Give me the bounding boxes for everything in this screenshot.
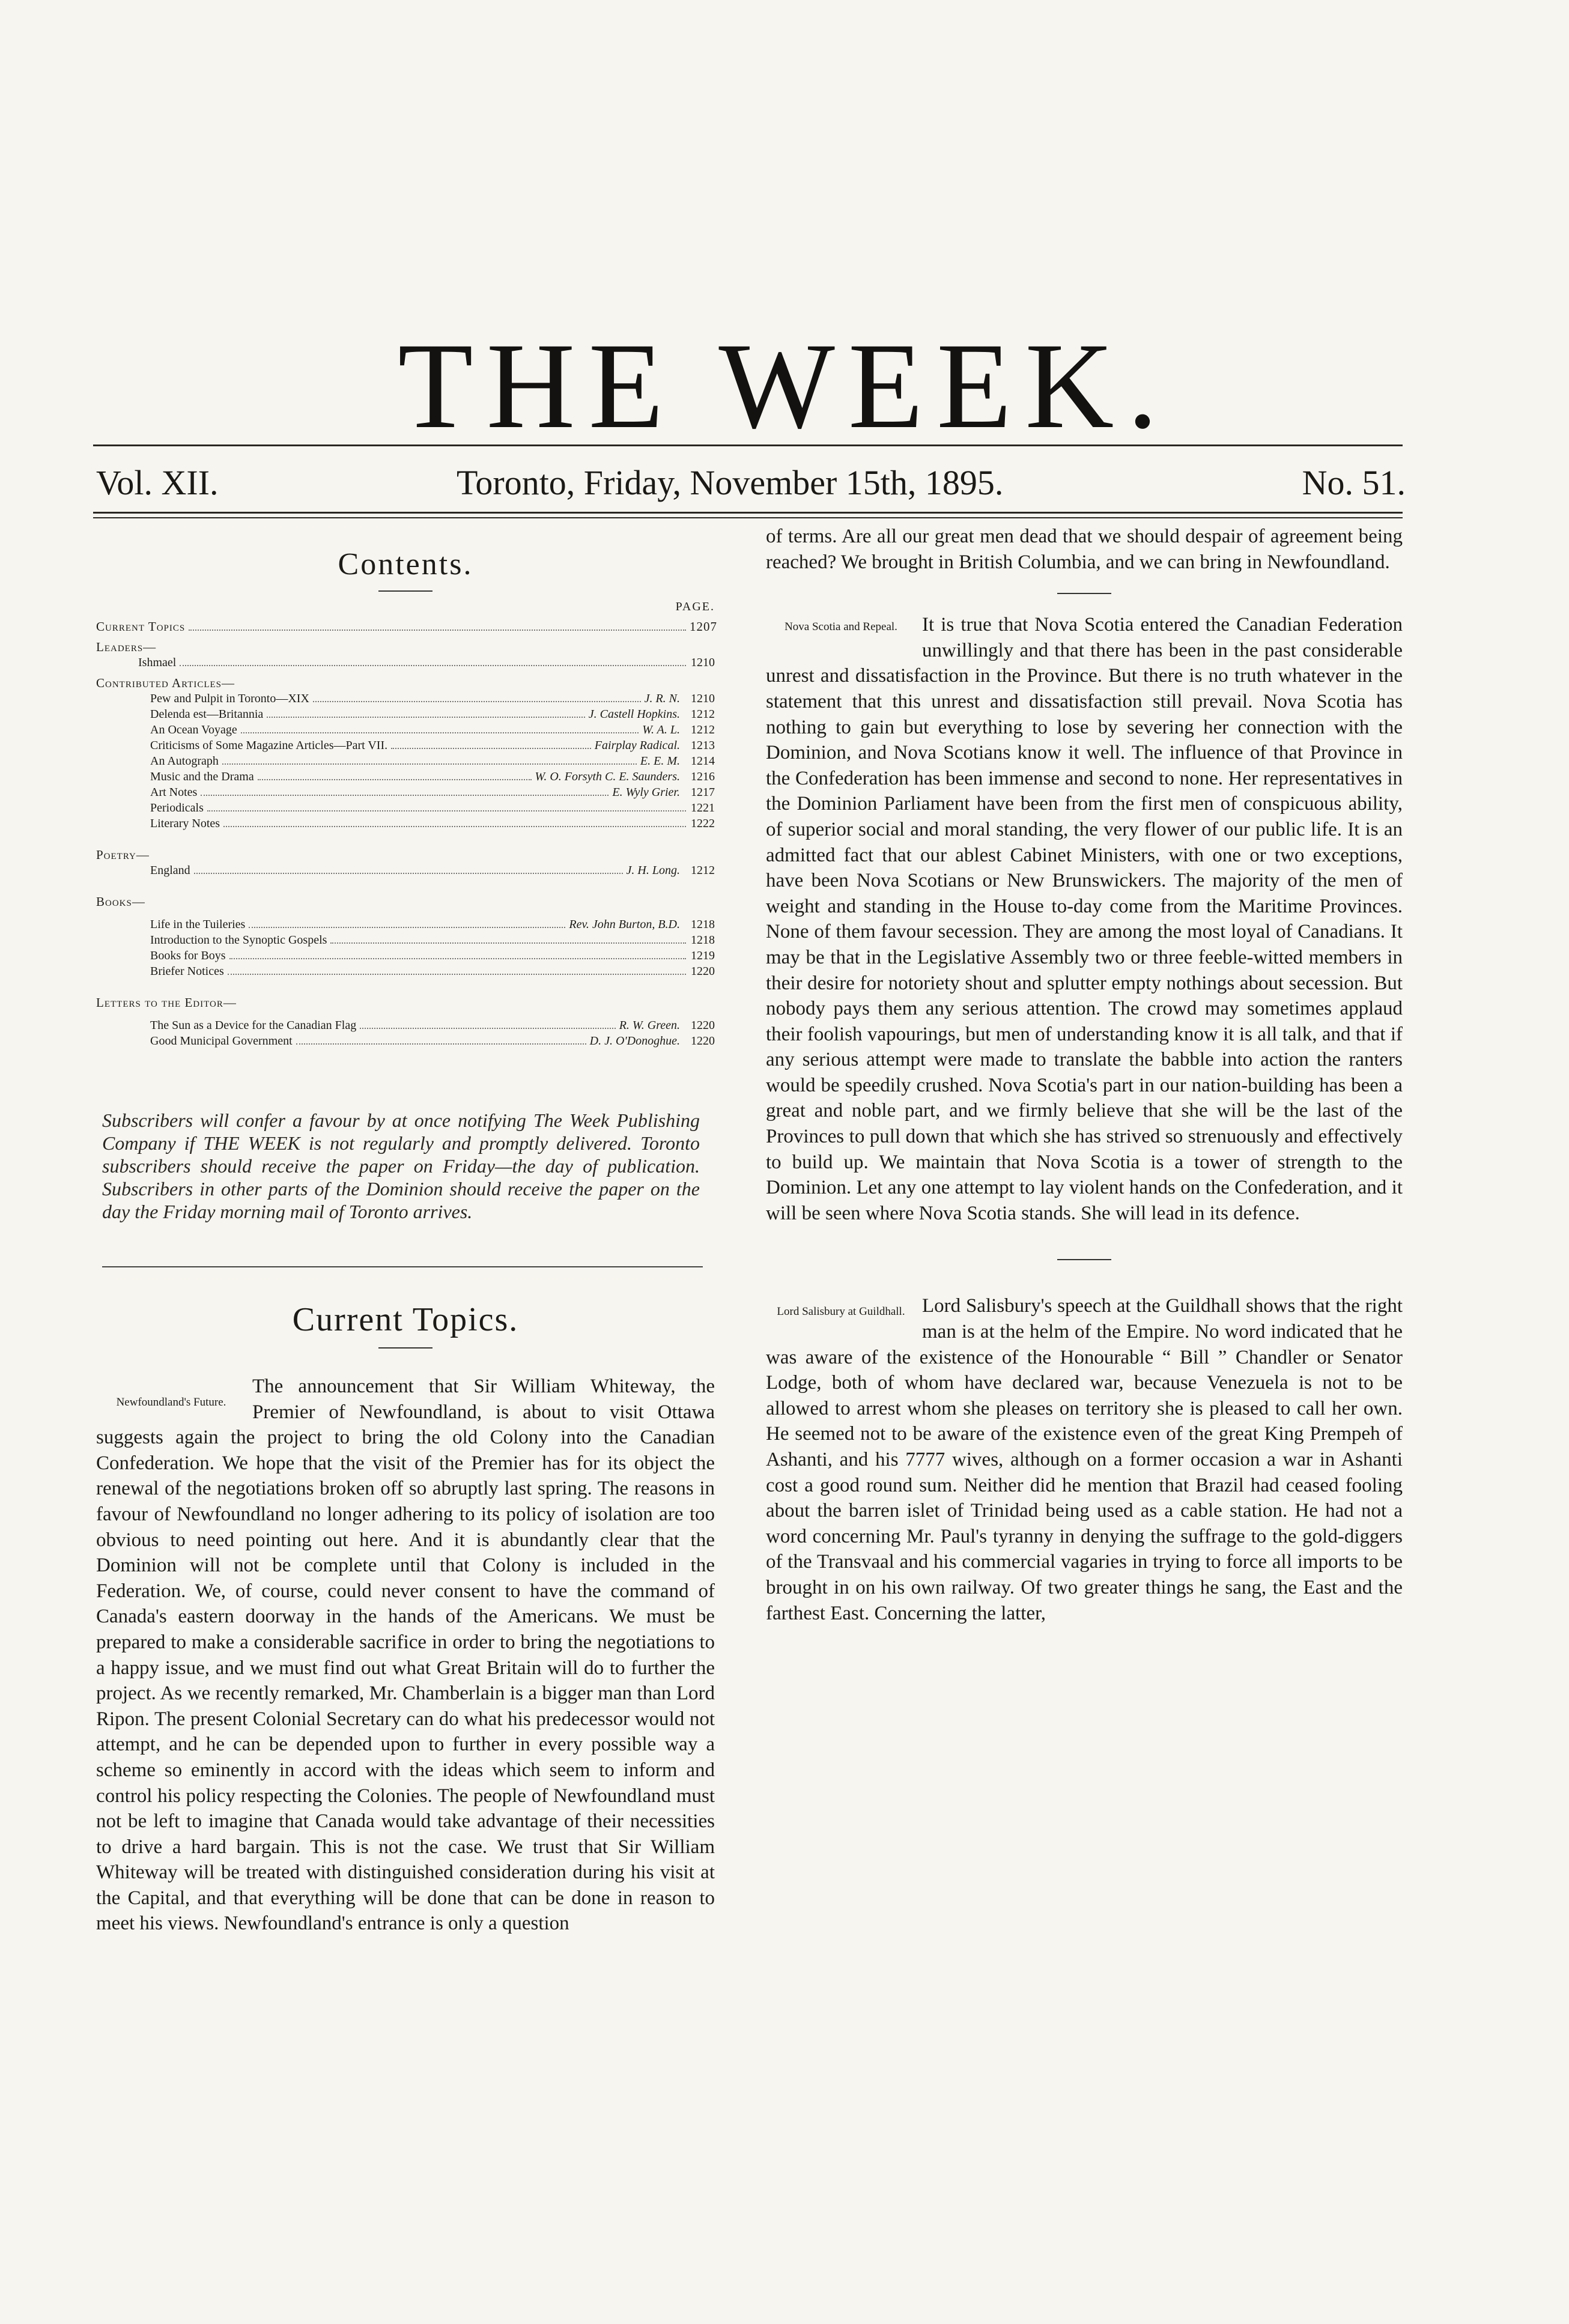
toc-page: 1212	[691, 864, 715, 877]
right-column	[766, 526, 1403, 1626]
toc-row	[96, 738, 715, 753]
nova-scotia-side-note: Nova Scotia and Repeal.	[784, 620, 897, 634]
toc-leader	[360, 1028, 615, 1029]
toc-leader	[229, 958, 686, 959]
toc-item-title: Literary Notes	[150, 817, 220, 830]
toc-row	[96, 722, 715, 738]
toc-author: D. J. O'Donoghue.	[589, 1034, 680, 1048]
toc-item-title: An Autograph	[150, 754, 219, 768]
bottom-rule	[93, 512, 1403, 518]
toc-row	[96, 753, 715, 769]
toc-item-title: Briefer Notices	[150, 965, 224, 978]
toc-section-label: Leaders—	[96, 640, 157, 654]
contents-title: Contents.	[338, 547, 473, 581]
toc-row	[96, 816, 715, 831]
toc-row	[96, 1018, 715, 1033]
toc-section-label: Poetry—	[96, 848, 150, 862]
toc-row	[96, 800, 715, 816]
toc-author: E. E. M.	[640, 754, 680, 768]
toc-row	[96, 706, 715, 722]
toc-author: W. O. Forsyth C. E. Saunders.	[535, 770, 680, 783]
toc-item-title: England	[150, 864, 190, 877]
toc-item-title: An Ocean Voyage	[150, 723, 237, 736]
toc-leader	[207, 810, 686, 812]
salisbury-side-note: Lord Salisbury at Guildhall.	[777, 1305, 905, 1318]
toc-author: J. R. N.	[644, 692, 680, 705]
toc-item-title: Music and the Drama	[150, 770, 254, 783]
toc-leader	[189, 630, 686, 631]
toc-page: 1221	[691, 801, 715, 815]
top-rule	[93, 444, 1403, 446]
toc-author: E. Wyly Grier.	[612, 786, 680, 799]
toc-page: 1217	[691, 786, 715, 799]
salisbury-article	[766, 1293, 1403, 1626]
table-of-contents	[96, 619, 715, 1049]
toc-section-label: Contributed Articles—	[96, 676, 235, 690]
toc-page: 1222	[691, 817, 715, 830]
toc-leader	[228, 974, 686, 975]
toc-item-title: Books for Boys	[150, 949, 226, 962]
toc-item-title: Ishmael	[138, 656, 177, 669]
toc-leader	[222, 763, 637, 765]
masthead-title: THE WEEK.	[398, 318, 1171, 454]
toc-author: R. W. Green.	[619, 1019, 680, 1032]
toc-item-title: Periodicals	[150, 801, 204, 815]
issue-number: No. 51.	[1302, 463, 1406, 502]
toc-row	[96, 863, 715, 878]
toc-page: 1216	[691, 770, 715, 783]
dateline	[96, 463, 1406, 511]
toc-leader	[201, 795, 608, 796]
toc-row	[96, 948, 715, 963]
toc-leader	[180, 665, 686, 666]
toc-author: J. Castell Hopkins.	[588, 708, 680, 721]
toc-leader	[249, 927, 565, 928]
subscriber-notice: Subscribers will confer a favour by at once notifying The Week Publishing Company if THE WEEK is not regularly and promptly delivered. Toronto subscribers should receive the paper on Friday—the day of publication. Subscribers in other parts of the Dominion should receive the paper on the day the Friday morning mail of Toronto arrives.	[102, 1109, 700, 1222]
toc-row	[96, 619, 715, 634]
toc-row	[96, 1033, 715, 1049]
toc-section-label: Books—	[96, 894, 145, 909]
toc-item-title: Delenda est—Britannia	[150, 708, 264, 721]
contents-title-rule	[378, 590, 432, 592]
toc-item-title: The Sun as a Device for the Canadian Flag	[150, 1019, 357, 1032]
toc-page: 1210	[691, 692, 715, 705]
toc-leader	[241, 732, 639, 733]
section-separator	[102, 1266, 703, 1267]
toc-page: 1220	[691, 965, 715, 978]
current-topics-title: Current Topics.	[292, 1301, 519, 1338]
toc-author: Fairplay Radical.	[594, 739, 680, 752]
toc-leader	[391, 748, 591, 749]
newfoundland-continuation: of terms. Are all our great men dead that we should despair of agreement being reached? We brought in British Columbia, and we can bring in Newfoundland.	[766, 526, 1403, 573]
toc-row	[96, 917, 715, 932]
toc-page: 1218	[691, 933, 715, 947]
toc-leader	[313, 701, 641, 702]
toc-page: 1218	[691, 918, 715, 931]
nova-scotia-text: It is true that Nova Scotia entered the Canadian Federation unwillingly and that there has been in the past considerable unrest and dissatisfaction in the Province. But there is no truth whatever in the statement that this unrest and dissatisfaction still prevail. Nova Scotia has nothing to gain but everything to lose by severing her connection with the Dominion, and Nova Scotians know it well. The influence of that Province in the Confederation has been immense and second to none. Her representatives in the Dominion Parliament have been from the first men of conspicuous ability, of superior social and moral standing, the very flower of our public life. It is an admitted fact that our ablest Cabinet Ministers, with one or two exceptions, have been Nova Scotians or New Brunswickers. The majority of the men of weight and standing in the House to-day come from the Maritime Provinces. None of them favour secession. They are among the most loyal of Canadians. It may be that in the Legislative Assembly two or three feeble-witted members in their desire for notoriety shout and splutter empty nothings about secession. But nobody pays them any serious attention. The crowd may sometimes applaud their foolish vapourings, but men of understanding know it is all talk, and that if any serious attempt were made to translate the babble into action the ranters would be speedily crushed. Nova Scotia's part in our nation-building has been a great and noble part, and we firmly believe that she will be the last of the Provinces to pull down that which she has strived so strenuously and effectively to build up. We maintain that Nova Scotia is a tower of strength to the Dominion. Let any one attempt to lay violent hands on the Confederation, and it will be seen where Nova Scotia stands. She will lead in its defence.	[766, 614, 1403, 1224]
toc-row	[96, 963, 715, 979]
toc-page: 1220	[691, 1019, 715, 1032]
toc-leader	[296, 1043, 586, 1045]
toc-page: 1214	[691, 754, 715, 768]
toc-leader	[330, 942, 686, 944]
newfoundland-article	[96, 1374, 715, 1937]
toc-page: 1207	[690, 619, 717, 634]
toc-page: 1213	[691, 739, 715, 752]
toc-page: 1210	[691, 656, 715, 669]
toc-item-title: Good Municipal Government	[150, 1034, 293, 1048]
toc-page: 1219	[691, 949, 715, 962]
page-label: PAGE.	[675, 600, 715, 613]
newfoundland-text: The announcement that Sir William Whiteway, the Premier of Newfoundland, is about to visit Ottawa suggests again the project to bring the old Colony into the Canadian Confederation. We hope that the visit of the Premier has for its object the renewal of the negotiations broken off so abruptly last spring. The reasons in favour of Newfoundland no longer adhering to its policy of isolation are too obvious to need pointing out here. And it is abundantly clear that the Dominion will not be complete until that Colony is included in the Federation. We, of course, could never consent to have the command of Canada's eastern doorway in the hands of the Americans. We must be prepared to make a considerable sacrifice in order to bring the negotiations to a happy issue, and we must find out what Great Britain will do to further the project. As we recently remarked, Mr. Chamberlain is a bigger man than Lord Ripon. The present Colonial Secretary can do what his predecessor would not attempt, and he can be depended upon to further in every possible way a scheme so eminently in accord with the ideas which seem to inform and control his policy respecting the Colonies. The people of Newfoundland must not be left to imagine that Canada would take advantage of their necessities to drive a hard bargain. This is not the case. We trust that Sir William Whiteway will be treated with distinguished consideration during his visit at the Capital, and that everything will be done that can be done in reason to meet his views. Newfoundland's entrance is only a question	[96, 1376, 715, 1935]
toc-leader	[223, 826, 686, 827]
toc-section-label: Letters to the Editor—	[96, 995, 237, 1010]
toc-item-title: Art Notes	[150, 786, 198, 799]
toc-author: J. H. Long.	[626, 864, 680, 877]
newfoundland-side-note: Newfoundland's Future.	[116, 1396, 226, 1409]
toc-item-title: Criticisms of Some Magazine Articles—Part VII.	[150, 739, 388, 752]
volume-number: Vol. XII.	[96, 463, 219, 502]
article-divider	[1057, 1259, 1111, 1260]
toc-item-title: Introduction to the Synoptic Gospels	[150, 933, 327, 947]
toc-leader	[258, 779, 532, 780]
toc-author: W. A. L.	[642, 723, 680, 736]
toc-row	[96, 932, 715, 948]
toc-leader	[267, 717, 585, 718]
toc-row	[96, 691, 715, 706]
salisbury-text: Lord Salisbury's speech at the Guildhall shows that the right man is at the helm of the Empire. No word indicated that he was aware of the existence of the Honourable “ Bill ” Chandler or Senator Lodge, both of whom have declared war, because Venezuela is not to be allowed to arrest whom she pleases on territory she is pleased to call her own. He seemed not to be aware of the existence even of the great King Prempeh of Ashanti, and his 7777 wives, although on a former occasion a war in Ashanti cost a good round sum. Neither did he mention that Brazil had ceased fooling about the barren islet of Trinidad being used as a cable station. He had not a word concerning Mr. Paul's tyranny in denying the suffrage to the gold-diggers of the Transvaal and his commercial vagaries in trying to force all imports to be brought in on his own railway. Of two greater things he sang, the East and the farthest East. Concerning the latter,	[766, 1295, 1403, 1624]
toc-row	[96, 784, 715, 800]
toc-item-title: Pew and Pulpit in Toronto—XIX	[150, 692, 309, 705]
toc-page: 1212	[691, 708, 715, 721]
toc-row	[96, 655, 715, 670]
nova-scotia-article	[766, 612, 1403, 1226]
toc-author: Rev. John Burton, B.D.	[569, 918, 680, 931]
toc-page: 1212	[691, 723, 715, 736]
issue-date: Toronto, Friday, November 15th, 1895.	[457, 463, 1004, 502]
article-divider	[1057, 593, 1111, 594]
left-column	[96, 529, 715, 1937]
toc-item-title: Life in the Tuileries	[150, 918, 246, 931]
toc-section-label: Current Topics	[96, 619, 186, 634]
toc-row	[96, 769, 715, 784]
toc-leader	[194, 873, 623, 874]
current-topics-title-rule	[378, 1347, 432, 1349]
toc-page: 1220	[691, 1034, 715, 1048]
